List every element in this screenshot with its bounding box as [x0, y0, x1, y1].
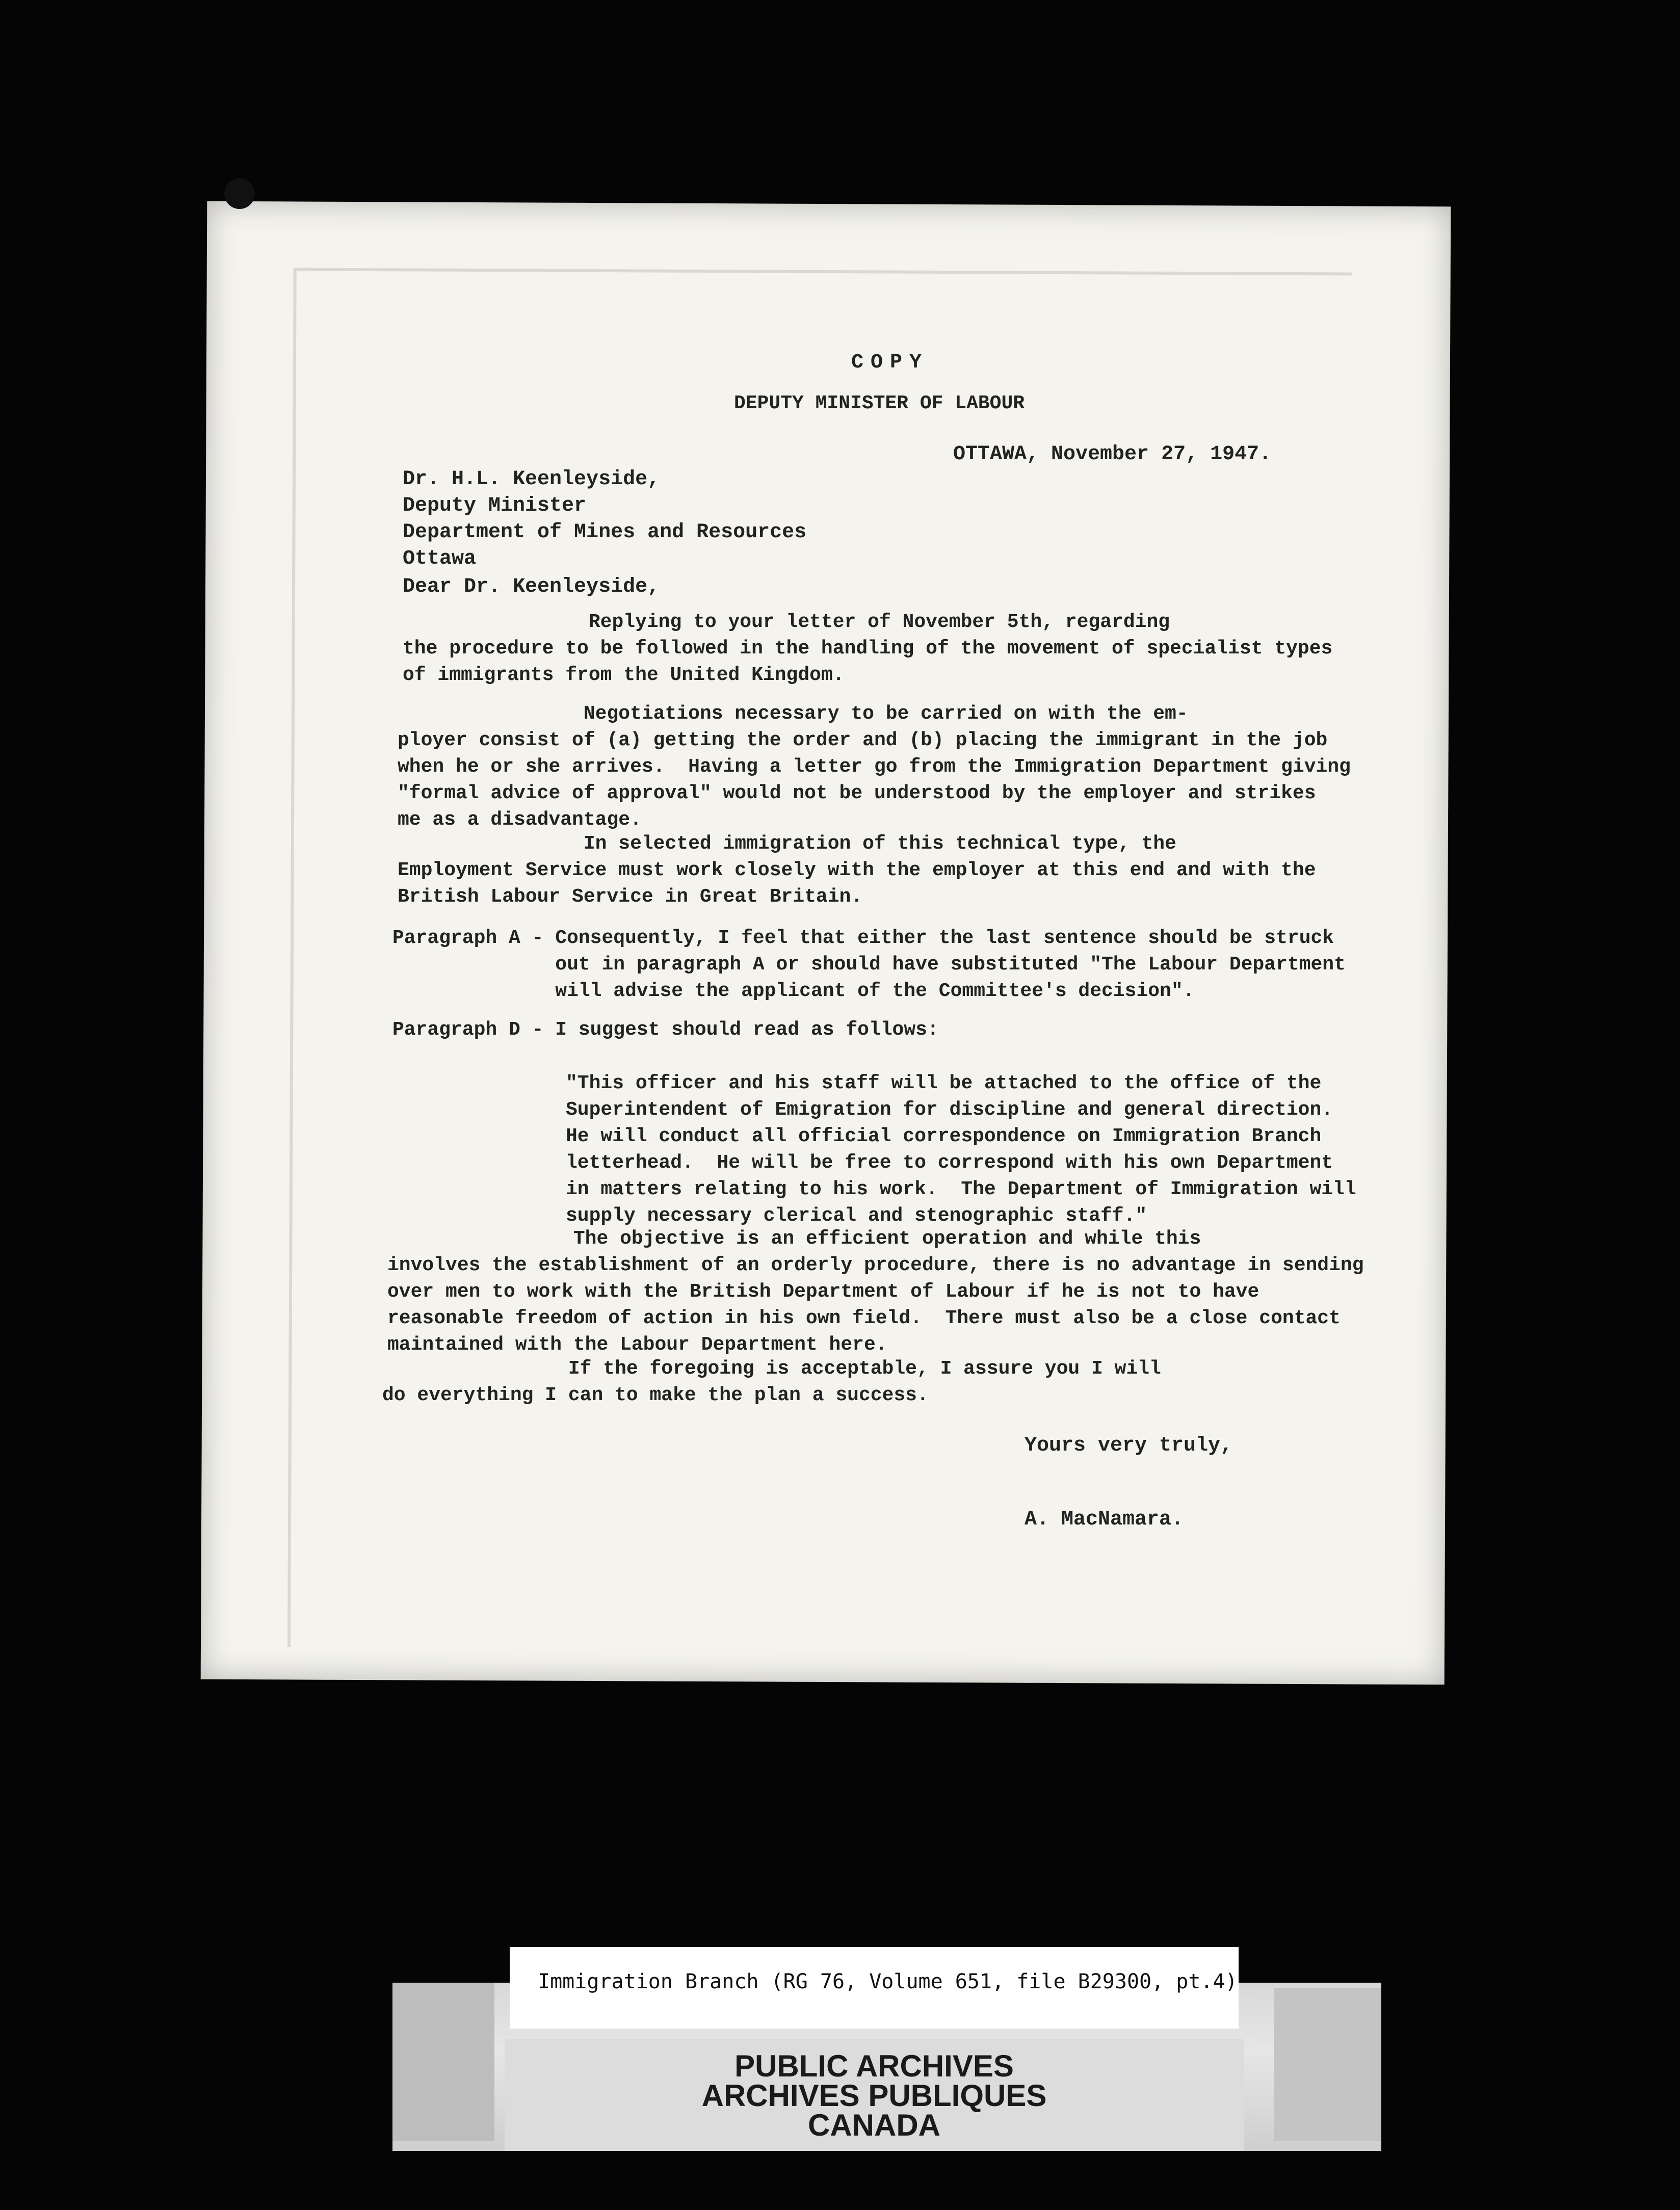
address-line: Ottawa: [403, 547, 477, 570]
stamp-line: PUBLIC ARCHIVES: [734, 2049, 1014, 2083]
quoted-text: "This officer and his staff will be attached to the office of the Superintendent of Emigration for discipline and general direction. He will conduct all official correspondence on Immigration Branch letterhead. He will be free to correspond with his own Department in matters relating to his work. The Department of Immigration will supply necessary clerical and stenographic staff.": [566, 1072, 1356, 1227]
paragraph-5: If the foregoing is acceptable, I assure you I will do everything I can to make the plan a success.: [382, 1358, 1161, 1406]
stamp-clip-right: [1274, 1988, 1381, 2141]
signature: A. MacNamara.: [1025, 1508, 1184, 1531]
salutation: Dear Dr. Keenleyside,: [403, 575, 660, 598]
address-line: Department of Mines and Resources: [403, 521, 807, 544]
recipient-address: [403, 466, 806, 572]
punch-hole: [224, 178, 255, 209]
address-line: Dr. H.L. Keenleyside,: [403, 468, 660, 491]
department-header: DEPUTY MINISTER OF LABOUR: [734, 392, 1025, 414]
paragraph-1: Replying to your letter of November 5th, regarding the procedure to be followed in the handling of the movement of specialist types of immigrants from the United Kingdom.: [403, 611, 1333, 686]
paragraph-4: The objective is an efficient operation and while this involves the establishment of an orderly procedure, there is no advantage in sending over men to work with the British Department of Labour if he is not to have reasonable freedom of action in his own field. There must also be a close contact maintained with the Labour Department here.: [387, 1228, 1364, 1356]
date-line: OTTAWA, November 27, 1947.: [953, 443, 1272, 466]
paragraph-3: In selected immigration of this technical type, the Employment Service must work closely with the employer at this end and with the British Labour Service in Great Britain.: [398, 833, 1316, 908]
paragraph-2: Negotiations necessary to be carried on with the em- ployer consist of (a) getting the order and (b) placing the immigrant in the job when he or she arrives. Having a letter go from the Immigration Department giving "formal advice of approval" would not be understood by the employer and strikes me as a disadvantage.: [398, 703, 1351, 831]
stamp-clip-left: [392, 1983, 494, 2141]
stamp-line: CANADA: [808, 2108, 940, 2142]
copy-mark: COPY: [851, 351, 929, 374]
stamp-line: ARCHIVES PUBLIQUES: [701, 2079, 1047, 2113]
closing: Yours very truly,: [1025, 1434, 1233, 1457]
paragraph-d: Paragraph D - I suggest should read as follows:: [392, 1019, 939, 1041]
address-line: Deputy Minister: [403, 494, 587, 517]
paragraph-a: Paragraph A - Consequently, I feel that either the last sentence should be struck out in paragraph A or should have substituted "The Labour Department will advise the applicant of the Committee's decision".: [392, 927, 1346, 1002]
archive-stamp-text: [505, 2051, 1244, 2140]
archive-reference-text: Immigration Branch (RG 76, Volume 651, file B29300, pt.4): [538, 1970, 1238, 1993]
archive-reference-label: [510, 1947, 1239, 2029]
